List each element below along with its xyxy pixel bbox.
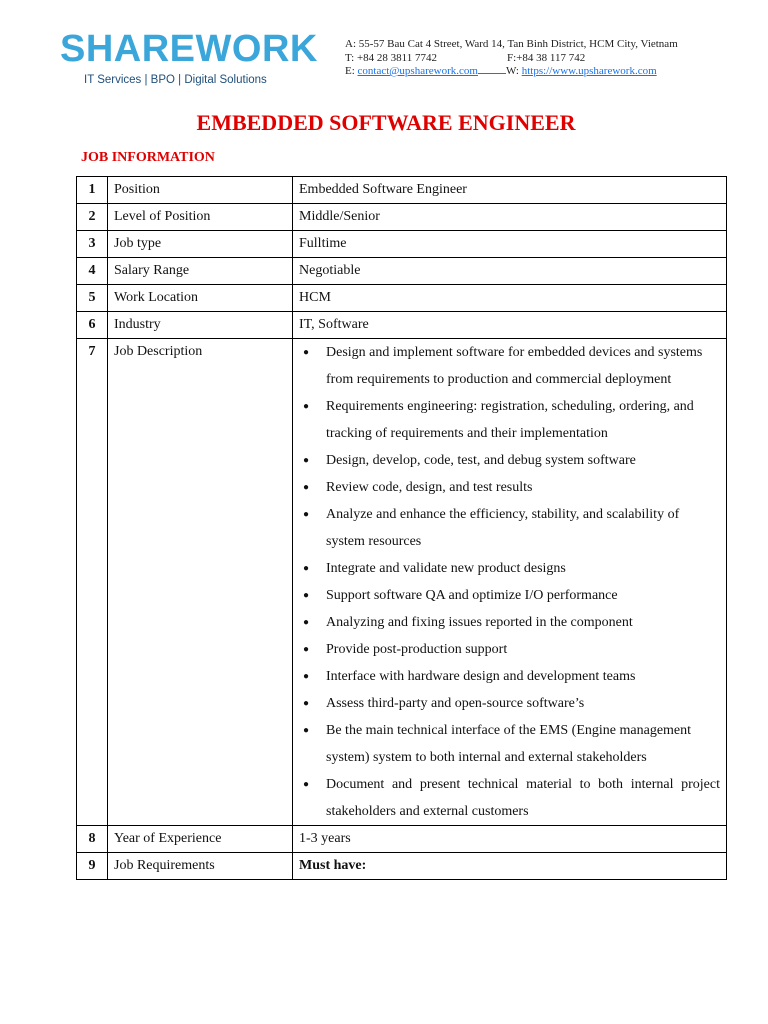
row-number: 1 xyxy=(77,177,108,204)
list-item: ● Provide post-production support xyxy=(299,636,720,663)
row-value: 1-3 years xyxy=(293,826,727,853)
list-item: ● Requirements engineering: registration, scheduling, ordering, and tracking of requirements and their implementation xyxy=(299,393,720,447)
table-row xyxy=(77,258,727,285)
row-label: Year of Experience xyxy=(108,826,293,853)
phone-fax-line xyxy=(345,52,678,66)
company-logo xyxy=(60,30,318,86)
list-item: ● Support software QA and optimize I/O performance xyxy=(299,582,720,609)
table-row xyxy=(77,339,727,826)
row-value: Must have: xyxy=(293,853,727,880)
logo-wordmark: SHAREWORK xyxy=(60,28,318,70)
row-label: Job Description xyxy=(108,339,293,826)
row-value: Middle/Senior xyxy=(293,204,727,231)
list-item: ● Assess third-party and open-source software’s xyxy=(299,690,720,717)
list-item: ● Integrate and validate new product designs xyxy=(299,555,720,582)
email-link[interactable]: contact@upsharework.com xyxy=(357,65,478,77)
fax-text: F:+84 38 117 742 xyxy=(507,51,586,64)
document-title: EMBEDDED SOFTWARE ENGINEER xyxy=(196,110,576,135)
job-description-cell xyxy=(293,339,727,826)
row-label: Position xyxy=(108,177,293,204)
list-item: ● Analyzing and fixing issues reported in the component xyxy=(299,609,720,636)
list-item: ● Design and implement software for embedded devices and systems from requirements to production and commercial deployment xyxy=(299,339,720,393)
row-number: 4 xyxy=(77,258,108,285)
list-item: ● Be the main technical interface of the EMS (Engine management system) system to both internal and external stakeholders xyxy=(299,717,720,771)
address-line: A: 55-57 Bau Cat 4 Street, Ward 14, Tan Binh District, HCM City, Vietnam xyxy=(345,38,678,50)
list-item: ● Interface with hardware design and development teams xyxy=(299,663,720,690)
table-row xyxy=(77,231,727,258)
table-row xyxy=(77,177,727,204)
row-number: 6 xyxy=(77,312,108,339)
table-row xyxy=(77,204,727,231)
row-value: Negotiable xyxy=(293,258,727,285)
row-number: 2 xyxy=(77,204,108,231)
row-value: IT, Software xyxy=(293,312,727,339)
table-row xyxy=(77,826,727,853)
table-row xyxy=(77,312,727,339)
row-value: Embedded Software Engineer xyxy=(293,177,727,204)
row-label: Work Location xyxy=(108,285,293,312)
job-description-list xyxy=(299,339,720,825)
row-label: Job Requirements xyxy=(108,853,293,880)
section-title: JOB INFORMATION xyxy=(81,150,215,165)
row-value: Fulltime xyxy=(293,231,727,258)
email-web-line xyxy=(345,65,678,79)
row-number: 5 xyxy=(77,285,108,312)
list-item: ● Analyze and enhance the efficiency, stability, and scalability of system resources xyxy=(299,501,720,555)
row-number: 9 xyxy=(77,853,108,880)
phone-text: T: +84 28 3811 7742 xyxy=(345,51,438,64)
row-label: Job type xyxy=(108,231,293,258)
list-item: ● Review code, design, and test results xyxy=(299,474,720,501)
list-item: ● Design, develop, code, test, and debug system software xyxy=(299,447,720,474)
contact-block xyxy=(345,38,678,79)
job-info-table xyxy=(76,176,727,880)
row-value: HCM xyxy=(293,285,727,312)
row-label: Industry xyxy=(108,312,293,339)
list-item: ● Document and present technical material to both internal project stakeholders and external customers xyxy=(299,771,720,825)
web-prefix: W: xyxy=(505,65,522,77)
logo-tagline: IT Services | BPO | Digital Solutions xyxy=(84,74,267,86)
row-label: Salary Range xyxy=(108,258,293,285)
row-number: 3 xyxy=(77,231,108,258)
email-prefix: E: xyxy=(345,65,358,77)
row-label: Level of Position xyxy=(108,204,293,231)
website-link[interactable]: https://www.upsharework.com xyxy=(521,65,657,77)
table-row xyxy=(77,853,727,880)
row-number: 7 xyxy=(77,339,108,826)
table-row xyxy=(77,285,727,312)
row-number: 8 xyxy=(77,826,108,853)
